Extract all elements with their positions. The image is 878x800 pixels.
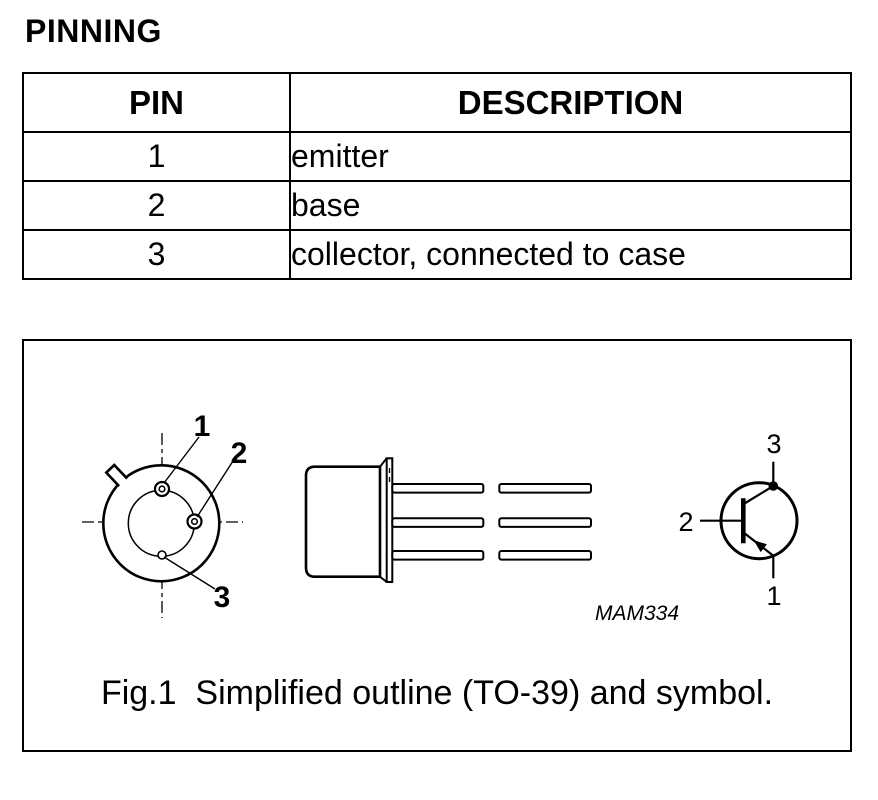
lead1-near-segment bbox=[392, 484, 483, 493]
lead2-near-segment bbox=[392, 518, 483, 527]
symbol-emitter-label: 1 bbox=[766, 581, 782, 611]
pin-number-cell: 2 bbox=[23, 181, 290, 230]
table-row bbox=[23, 181, 851, 230]
collector-case-dot bbox=[769, 481, 779, 491]
flange-slant-top bbox=[380, 458, 387, 466]
package-top-view bbox=[82, 410, 247, 618]
pin-number-cell: 1 bbox=[23, 132, 290, 181]
table-header-description: DESCRIPTION bbox=[290, 73, 851, 132]
page-title: PINNING bbox=[25, 13, 162, 49]
lead3-far-segment bbox=[499, 551, 591, 560]
table-row bbox=[23, 230, 851, 279]
figure-caption: Fig.1 Simplified outline (TO-39) and symbol. bbox=[100, 674, 774, 712]
top-view-pin3-label: 3 bbox=[213, 581, 231, 614]
package-side-view bbox=[306, 458, 591, 582]
table-header-row bbox=[23, 73, 851, 132]
transistor-symbol bbox=[678, 429, 797, 611]
pinning-table bbox=[22, 72, 852, 280]
top-view-pin1-label: 1 bbox=[193, 410, 211, 443]
pin1-hole bbox=[155, 482, 169, 496]
pin2-hole bbox=[188, 515, 202, 529]
table-row bbox=[23, 132, 851, 181]
drawing-code: MAM334 bbox=[595, 602, 680, 625]
lead3-near-segment bbox=[392, 551, 483, 560]
pin-description-cell: emitter bbox=[290, 132, 851, 181]
lead1-far-segment bbox=[499, 484, 591, 493]
flange-slant-bottom bbox=[380, 577, 387, 582]
symbol-collector-label: 3 bbox=[766, 429, 782, 459]
lead2-far-segment bbox=[499, 518, 591, 527]
package-body bbox=[306, 467, 380, 577]
top-view-pin2-label: 2 bbox=[230, 437, 248, 470]
table-header-pin: PIN bbox=[23, 73, 290, 132]
pin-description-cell: collector, connected to case bbox=[290, 230, 851, 279]
symbol-base-label: 2 bbox=[678, 507, 694, 537]
figure-frame bbox=[22, 339, 852, 752]
pin-number-cell: 3 bbox=[23, 230, 290, 279]
pin-description-cell: base bbox=[290, 181, 851, 230]
